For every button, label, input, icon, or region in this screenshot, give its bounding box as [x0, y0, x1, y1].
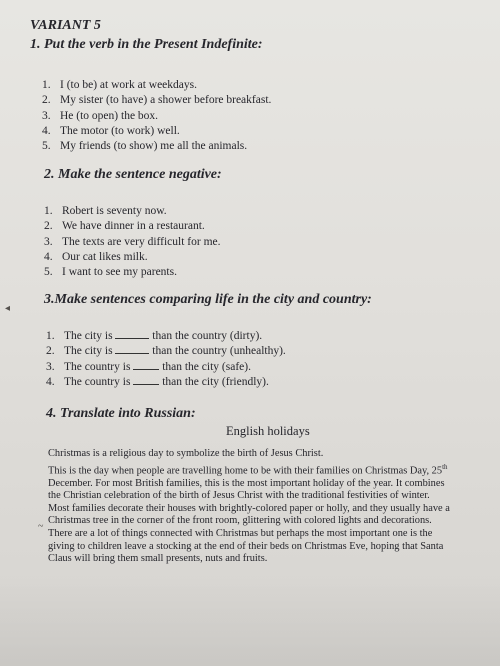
list-item: 3. The texts are very difficult for me. [44, 235, 221, 248]
section-3-list [46, 329, 286, 390]
section-4-heading: 4. Translate into Russian: [46, 406, 196, 421]
section-2-list [44, 204, 221, 280]
section-3-heading: 3.Make sentences comparing life in the city and country: [44, 292, 372, 307]
paragraph-line: Christmas is a religious day to symbolize the birth of Jesus Christ. [48, 448, 324, 459]
section-2-heading: 2. Make the sentence negative: [44, 167, 222, 182]
answer-blank[interactable] [133, 384, 159, 385]
list-item: 4. The motor (to work) well. [42, 124, 180, 137]
paragraph-line: December. For most British families, this is the most important holiday of the year. It combines [48, 477, 445, 489]
list-item: 4. Our cat likes milk. [44, 250, 148, 263]
paragraph-line: Claus will bring them small presents, nuts and fruits. [48, 553, 268, 565]
list-item: 3. The country is than the city (safe). [46, 360, 251, 373]
list-item: 2. The city is than the country (unhealthy). [46, 345, 286, 358]
page-title: VARIANT 5 [30, 18, 101, 33]
paragraph-line: This is the day when people are travelling home to be with their families on Christmas Day, 25th [48, 462, 448, 477]
paragraph-line: Most families decorate their houses with brightly-colored paper or holly, and they usually have a [48, 502, 450, 514]
pen-mark-icon: ◂ [5, 303, 11, 314]
section-1-list [42, 78, 271, 154]
list-item: 3. He (to open) the box. [42, 109, 159, 122]
paragraph-line: Christmas tree in the corner of the front room, glittering with colored lights and decorations. [48, 515, 432, 527]
paragraph-line: There are a lot of things connected with Christmas but perhaps the most important one is the [48, 528, 433, 540]
list-item: 1. I (to be) at work at weekdays. [42, 79, 197, 91]
list-item: 1. Robert is seventy now. [44, 205, 167, 217]
list-item: 4. The country is than the city (friendly). [46, 375, 269, 388]
text-title: English holidays [226, 424, 310, 438]
translation-text [48, 448, 500, 566]
pen-mark-icon: ~ [38, 521, 44, 532]
list-item: 2. My sister (to have) a shower before breakfast. [42, 94, 272, 107]
paragraph-line: the Christian celebration of the birth of Jesus Christ with the traditional festivities of winter. [48, 490, 430, 502]
list-item: 5. I want to see my parents. [44, 266, 177, 279]
list-item: 2. We have dinner in a restaurant. [44, 220, 205, 233]
list-item: 5. My friends (to show) me all the animals. [42, 140, 248, 153]
answer-blank[interactable] [115, 338, 149, 339]
paper-shadow [0, 576, 500, 666]
section-1-heading: 1. Put the verb in the Present Indefinite: [30, 37, 263, 52]
list-item: 1. The city is than the country (dirty). [46, 330, 263, 342]
answer-blank[interactable] [133, 369, 159, 370]
paragraph-line: giving to children leave a stocking at the end of their beds on Christmas Eve, hoping that Santa [48, 540, 444, 552]
answer-blank[interactable] [115, 353, 149, 354]
